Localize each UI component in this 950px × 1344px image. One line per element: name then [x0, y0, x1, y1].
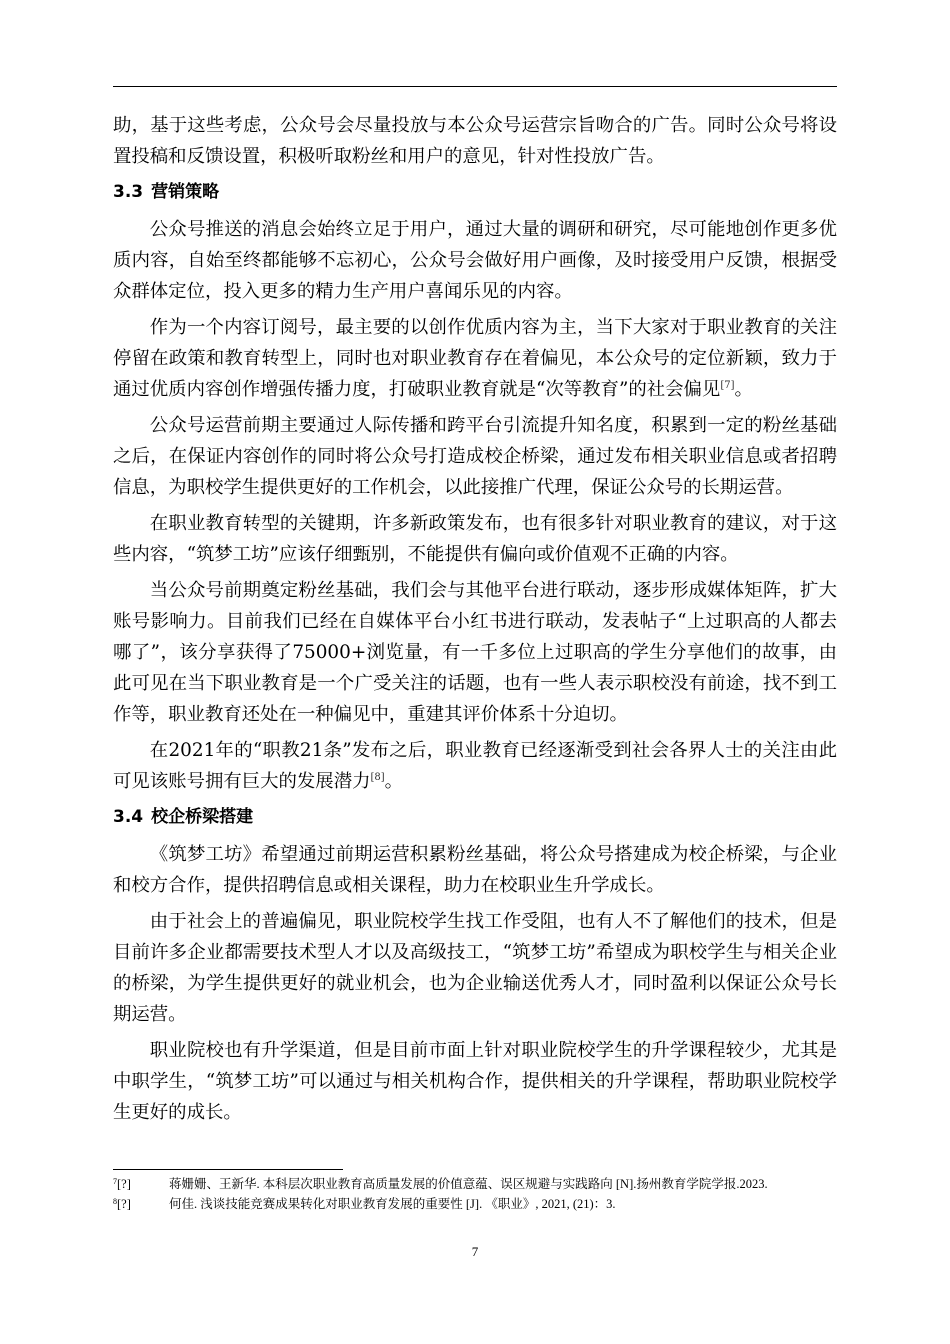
paragraph-end: 。	[734, 379, 753, 400]
paragraph-with-citation	[113, 735, 837, 797]
header-rule	[113, 86, 837, 87]
paragraph-with-citation	[113, 312, 837, 405]
footnotes	[113, 1176, 837, 1216]
paragraph: 公众号推送的消息会始终立足于用户，通过大量的调研和研究，尽可能地创作更多优质内容，自始至终都能够不忘初心，公众号会做好用户画像，及时接受用户反馈，根据受众群体定位，投入更多的精力生产用户喜闻乐见的内容。	[113, 219, 837, 302]
footnote-text: 蒋姗姗、王新华. 本科层次职业教育高质量发展的价值意蕴、误区规避与实践路向 [N].扬州教育学院学报.2023.	[169, 1177, 768, 1191]
footnote-mark: $^7$[?]	[113, 1177, 131, 1191]
section-number: 3.3	[113, 182, 144, 202]
footnote-separator	[113, 1169, 343, 1170]
section-heading-3-4	[113, 802, 837, 832]
paragraph: 《筑梦工坊》希望通过前期运营积累粉丝基础，将公众号搭建成为校企桥梁，与企业和校方合作，提供招聘信息或相关课程，助力在校职业生升学成长。	[113, 844, 837, 896]
page-number: 7	[471, 1244, 479, 1259]
section-number: 3.4	[113, 807, 144, 827]
footnote-8	[113, 1196, 837, 1213]
citation-ref-7[interactable]: [7]	[720, 380, 735, 391]
citation-ref-8[interactable]: [8]	[370, 772, 385, 783]
paragraph: 公众号运营前期主要通过人际传播和跨平台引流提升知名度，积累到一定的粉丝基础之后，在保证内容创作的同时将公众号打造成校企桥梁，通过发布相关职业信息或者招聘信息，为职校学生提供更好的工作机会，以此接推广代理，保证公众号的长期运营。	[113, 415, 837, 498]
paragraph: 由于社会上的普遍偏见，职业院校学生找工作受阻，也有人不了解他们的技术，但是目前许多企业都需要技术型人才以及高级技工，“筑梦工坊”希望成为职校学生与相关企业的桥梁，为学生提供更好的就业机会，也为企业输送优秀人才，同时盈利以保证公众号长期运营。	[113, 911, 837, 1025]
paragraph: 职业院校也有升学渠道，但是目前市面上针对职业院校学生的升学课程较少，尤其是中职学生，“筑梦工坊”可以通过与相关机构合作，提供相关的升学课程，帮助职业院校学生更好的成长。	[113, 1040, 837, 1123]
paragraph-continuation: 助，基于这些考虑，公众号会尽量投放与本公众号运营宗旨吻合的广告。同时公众号将设置投稿和反馈设置，积极听取粉丝和用户的意见，针对性投放广告。	[113, 115, 837, 167]
paragraph: 在职业教育转型的关键期，许多新政策发布，也有很多针对职业教育的建议，对于这些内容，“筑梦工坊”应该仔细甄别，不能提供有偏向或价值观不正确的内容。	[113, 513, 837, 565]
paragraph-text: 作为一个内容订阅号，最主要的以创作优质内容为主，当下大家对于职业教育的关注停留在政策和教育转型上，同时也对职业教育存在着偏见，本公众号的定位新颖，致力于通过优质内容创作增强传播力度，打破职业教育就是“次等教育”的社会偏见	[113, 317, 837, 400]
section-heading-3-3	[113, 177, 837, 207]
footnote-text: 何佳. 浅谈技能竞赛成果转化对职业教育发展的重要性 [J]. 《职业》, 2021, (21)：3.	[169, 1197, 616, 1211]
footnote-mark: $^8$[?]	[113, 1197, 131, 1211]
paragraph: 当公众号前期奠定粉丝基础，我们会与其他平台进行联动，逐步形成媒体矩阵，扩大账号影响力。目前我们已经在自媒体平台小红书进行联动，发表帖子“上过职高的人都去哪了”，该分享获得了75000+浏览量，有一千多位上过职高的学生分享他们的故事，由此可见在当下职业教育是一个广受关注的话题，也有一些人表示职校没有前途，找不到工作等，职业教育还处在一种偏见中，重建其评价体系十分迫切。	[113, 580, 837, 725]
page-body	[113, 110, 837, 1133]
section-title: 营销策略	[151, 182, 220, 202]
paragraph-text: 在2021年的“职教21条”发布之后，职业教育已经逐渐受到社会各界人士的关注由此可见该账号拥有巨大的发展潜力	[113, 740, 837, 792]
section-title: 校企桥梁搭建	[151, 807, 254, 827]
paragraph-end: 。	[384, 771, 404, 792]
footnote-7	[113, 1176, 837, 1193]
